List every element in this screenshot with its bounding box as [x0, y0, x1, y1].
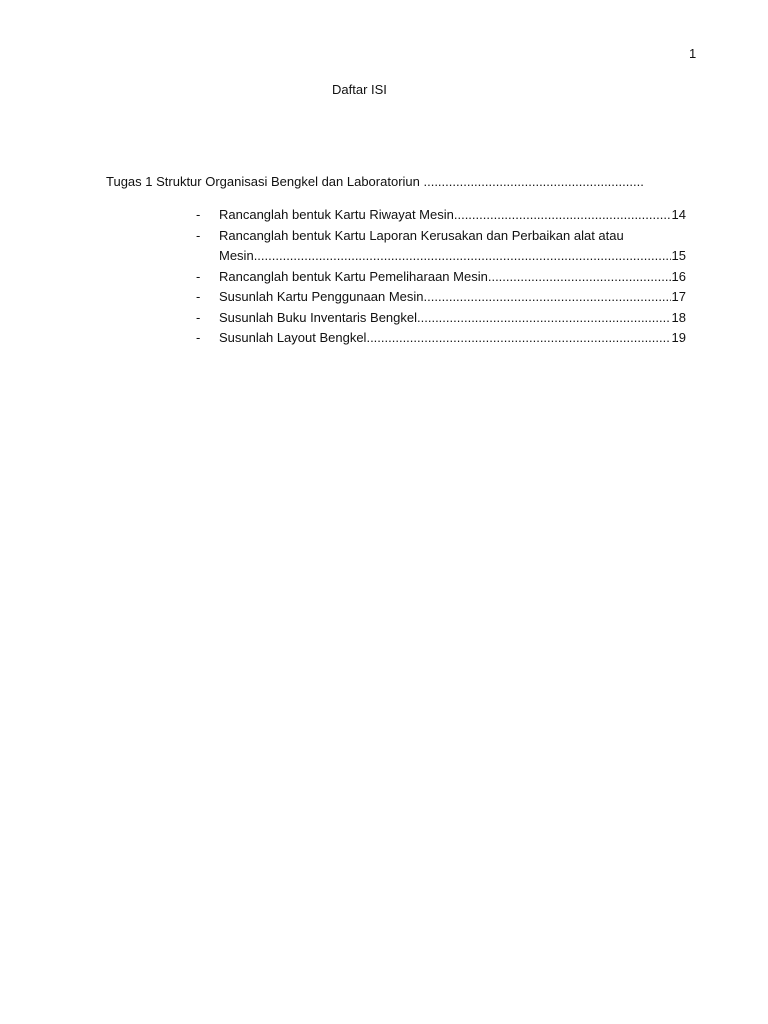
toc-item-line	[219, 246, 686, 267]
toc-item-text: Susunlah Layout Bengkel	[219, 330, 367, 345]
toc-item-line	[219, 328, 686, 349]
toc-bullet: -	[196, 268, 201, 284]
toc-item-body	[219, 308, 686, 329]
toc-item-body	[219, 226, 686, 267]
toc-item-leader	[417, 308, 671, 329]
toc-item-text: Mesin	[219, 248, 254, 263]
toc-item-leader	[454, 205, 671, 226]
toc-item-page: 15	[671, 248, 686, 263]
toc-item	[196, 287, 686, 308]
toc-item-page: 18	[671, 309, 686, 325]
toc-item-body	[219, 205, 686, 226]
toc-item-page: 16	[671, 268, 686, 284]
toc-bullet: -	[196, 227, 201, 243]
toc-item-line	[219, 205, 686, 226]
toc-item	[196, 205, 686, 226]
toc-item-text: Susunlah Buku Inventaris Bengkel	[219, 309, 418, 325]
toc-item-body	[219, 287, 686, 308]
toc-item-text: Rancanglah bentuk Kartu Pemeliharaan Mesin	[219, 268, 488, 284]
toc-list	[196, 205, 686, 349]
toc-item-text-wrapped: Rancanglah bentuk Kartu Laporan Kerusakan dan Perbaikan alat atau	[219, 227, 624, 243]
toc-item-line	[219, 308, 686, 329]
toc-bullet: -	[196, 330, 201, 345]
toc-bullet: -	[196, 207, 201, 222]
toc-item-leader	[424, 287, 671, 308]
toc-item	[196, 267, 686, 288]
toc-item-leader	[366, 328, 670, 349]
toc-item-page: 14	[671, 207, 686, 222]
toc-item-page: 17	[671, 289, 686, 304]
toc-item-leader	[488, 267, 671, 288]
toc-item-leader	[254, 246, 671, 267]
toc-main-entry	[106, 174, 686, 189]
toc-item	[196, 328, 686, 349]
toc-item-body	[219, 328, 686, 349]
document-title: Daftar ISI	[332, 82, 387, 97]
toc-item-line	[219, 267, 686, 288]
toc-item-page: 19	[671, 330, 686, 345]
toc-item	[196, 226, 686, 267]
toc-main-entry-leader: .............................................................	[423, 174, 644, 189]
toc-item	[196, 308, 686, 329]
toc-item-body	[219, 267, 686, 288]
toc-item-line	[219, 287, 686, 308]
toc-bullet: -	[196, 309, 201, 325]
toc-item-text: Rancanglah bentuk Kartu Riwayat Mesin	[219, 207, 454, 222]
toc-main-entry-text: Tugas 1 Struktur Organisasi Bengkel dan Laboratoriun	[106, 174, 424, 189]
page-number: 1	[689, 46, 697, 61]
toc-bullet: -	[196, 289, 201, 304]
toc-item-text: Susunlah Kartu Penggunaan Mesin	[219, 289, 424, 304]
toc-item-line	[219, 226, 686, 247]
